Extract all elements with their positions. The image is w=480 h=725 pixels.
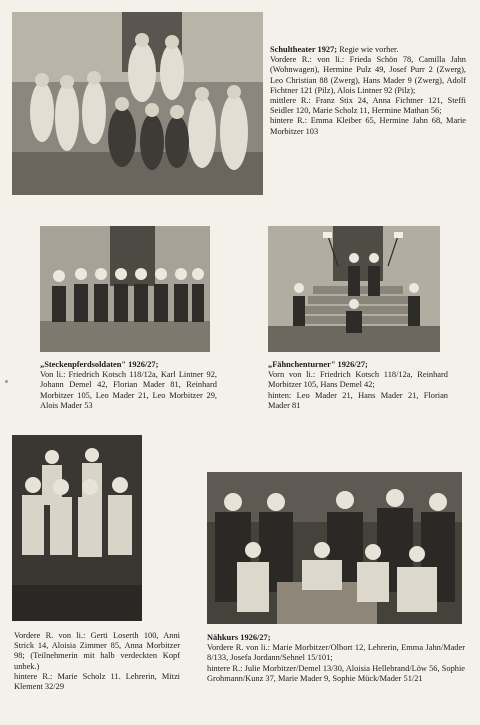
photo-women-group	[12, 435, 142, 621]
photo-sewing-course	[207, 472, 462, 624]
caption-title: Schultheater 1927;	[270, 45, 338, 54]
caption-line: hintere R.: Emma Kleiber 65, Hermine Jahn 68, Marie Morbitzer 103	[270, 116, 466, 136]
photo-flag-gymnasts	[268, 226, 440, 352]
photo-school-theatre	[12, 12, 263, 195]
caption-title: „Steckenpferdsoldaten" 1926/27;	[40, 360, 159, 369]
caption-line: Von li.: Friedrich Kotsch 118/12a, Karl Lintner 92, Johann Demel 42, Florian Mader 81, Reinhard Morbitzer 105, Leo Mader 21, Leo Morbitzer 29, Alois Mader 53	[40, 370, 217, 410]
caption-line: Vordere R.: von li.: Frieda Schön 78, Camilla Jahn (Wohnwagen), Hermine Pulz 49, Josef Purr 2 (Zwerg), Leo Christian 88 (Zwerg), Hans Mader 9 (Zwerg), Adolf Fichtner 121 (Pilz), Alois Lintner 92 (Pilz);	[270, 55, 466, 95]
caption-title: „Fähnchenturner" 1926/27;	[268, 360, 368, 369]
caption-line: Vordere R. von li.: Gerti Loserth 100, Anni Strick 14, Aloisia Zimmer 85, Anna Morbitzer 98; (Teilnehmerin mit halb verdeckten Kopf unbek.)	[14, 631, 180, 671]
caption-flag-gymnasts	[268, 360, 448, 411]
caption-school-theatre	[270, 45, 466, 137]
caption-line: hintere R.: Marie Scholz 11. Lehrerin, Mitzi Klement 32/29	[14, 671, 180, 692]
caption-line: mittlere R.: Franz Stix 24, Anna Fichtner 121, Steffi Seidler 120, Marie Scholz 11, Hermine Mathan 56;	[270, 96, 466, 116]
caption-line: Vorn von li.: Friedrich Kotsch 118/12a, Reinhard Morbitzer 105, Hans Demel 42;	[268, 370, 448, 390]
caption-line: hinten: Leo Mader 21, Hans Mader 21, Florian Mader 81	[268, 390, 448, 410]
photo-hobby-horse-soldiers	[40, 226, 210, 352]
caption-line: Vordere R. von li.: Marie Morbitzer/Olbort 12, Lehrerin, Emma Jahn/Mader 8/133, Josefa Jordann/Sehnel 15/101;	[207, 643, 465, 663]
caption-women-group	[14, 631, 180, 692]
caption-hobby-horse-soldiers	[40, 360, 217, 411]
caption-line: Regie wie vorher.	[337, 45, 399, 54]
caption-sewing-course	[207, 633, 465, 684]
caption-title: Nähkurs 1926/27;	[207, 633, 271, 642]
caption-line: hintere R.: Julie Morbitzer/Demel 13/30, Aloisia Hellebrand/Löw 56, Sophie Grohmann/Kunz 37, Marie Mader 9, Sophie Mück/Mader 51/21	[207, 663, 465, 683]
page-speck	[5, 380, 8, 383]
